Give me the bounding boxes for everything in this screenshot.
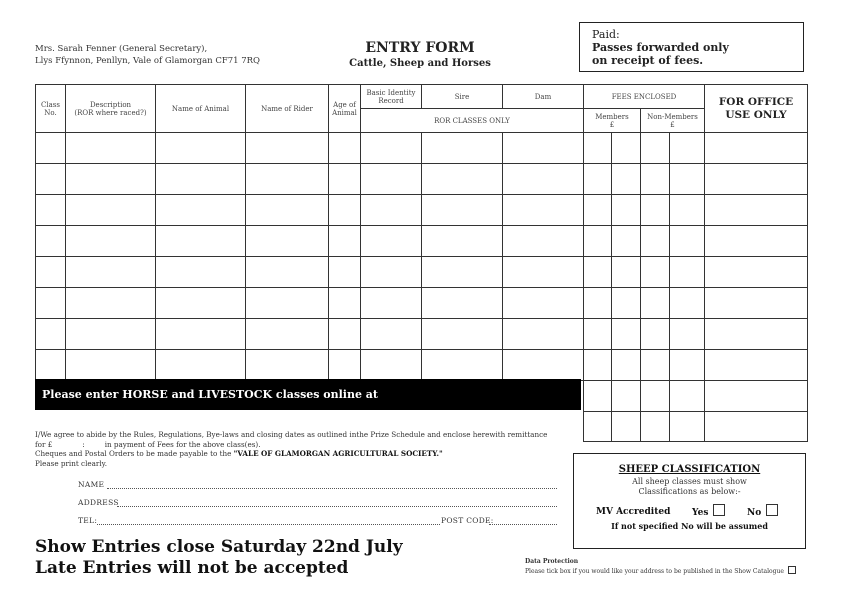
cell-name-of-animal[interactable] (156, 257, 246, 288)
table-row (36, 319, 808, 350)
cell-basic-identity[interactable] (361, 226, 422, 257)
cell-non-members-2[interactable] (670, 381, 705, 412)
data-protection (525, 558, 796, 576)
cell-name-of-animal[interactable] (156, 226, 246, 257)
cell-non-members-1[interactable] (641, 381, 670, 412)
data-protection-text: Please tick box if you would like your address to be published in the Show Catalogue (525, 566, 796, 576)
declaration-line-4: Please print clearly. (35, 458, 108, 468)
cell-non-members-2[interactable] (670, 226, 705, 257)
header-sire: Sire (422, 85, 503, 109)
paid-line-1: Passes forwarded only (592, 41, 729, 54)
cell-description[interactable] (66, 257, 156, 288)
cell-name-of-animal[interactable] (156, 195, 246, 226)
cell-age[interactable] (329, 319, 361, 350)
cell-name-of-animal[interactable] (156, 350, 246, 381)
cell-age[interactable] (329, 195, 361, 226)
header-name-of-rider: Name of Rider (246, 85, 329, 133)
cell-sire[interactable] (422, 226, 503, 257)
cell-office (705, 381, 808, 412)
header-name-of-animal: Name of Animal (156, 85, 246, 133)
cell-office (705, 412, 808, 442)
cell-sire[interactable] (422, 257, 503, 288)
cell-non-members-1[interactable] (641, 133, 670, 164)
form-title-block (330, 40, 510, 69)
cell-non-members-2[interactable] (670, 164, 705, 195)
cell-sire[interactable] (422, 195, 503, 226)
cell-office (705, 288, 808, 319)
paid-box (579, 22, 804, 72)
cell-age[interactable] (329, 164, 361, 195)
mv-accredited-row (574, 502, 805, 520)
cell-description[interactable] (66, 319, 156, 350)
sheep-heading: SHEEP CLASSIFICATION (618, 464, 761, 475)
form-title: ENTRY FORM (365, 40, 475, 56)
cell-class-no[interactable] (36, 226, 66, 257)
name-label: NAME (78, 480, 105, 489)
sheep-note: If not specified No will be assumed (611, 521, 768, 531)
cell-office (705, 164, 808, 195)
table-row (36, 164, 808, 195)
cell-description[interactable] (66, 164, 156, 195)
header-dam: Dam (503, 85, 584, 109)
secretary-line-2: Llys Ffynnon, Penllyn, Vale of Glamorgan CF71 7RQ (35, 56, 261, 66)
cell-non-members-2[interactable] (670, 350, 705, 381)
cell-name-of-rider[interactable] (246, 133, 329, 164)
post-code-field[interactable] (489, 524, 557, 525)
cell-non-members-total-1[interactable] (641, 412, 670, 442)
cell-office (705, 319, 808, 350)
paid-label: Paid: (592, 28, 620, 41)
tel-label: TEL: (78, 516, 98, 525)
paid-line-2: on receipt of fees. (592, 54, 704, 67)
header-basic-identity: Basic Identity Record (361, 85, 422, 109)
declaration-line-3: Cheques and Postal Orders to be made payable to the "VALE OF GLAMORGAN AGRICULTURAL SOCIETY." (35, 449, 443, 458)
cell-non-members-2[interactable] (670, 319, 705, 350)
address-label: ADDRESS (78, 498, 119, 507)
cell-sire[interactable] (422, 319, 503, 350)
cell-office (705, 257, 808, 288)
cell-members-1[interactable] (584, 226, 612, 257)
cell-dam[interactable] (503, 350, 584, 381)
cell-office (705, 350, 808, 381)
cell-members-2[interactable] (612, 381, 641, 412)
address-field[interactable] (117, 506, 557, 507)
cell-office (705, 133, 808, 164)
cell-non-members-2[interactable] (670, 257, 705, 288)
cell-age[interactable] (329, 226, 361, 257)
cell-non-members-2[interactable] (670, 133, 705, 164)
cell-description[interactable] (66, 133, 156, 164)
cell-class-no[interactable] (36, 257, 66, 288)
cell-sire[interactable] (422, 164, 503, 195)
table-row (36, 350, 808, 381)
cell-age[interactable] (329, 257, 361, 288)
cell-basic-identity[interactable] (361, 164, 422, 195)
cell-class-no[interactable] (36, 350, 66, 381)
secretary-line-1: Mrs. Sarah Fenner (General Secretary), (35, 44, 208, 54)
data-protection-title: Data Protection (525, 558, 579, 565)
cell-members-2[interactable] (612, 319, 641, 350)
header-description: Description (ROR where raced?) (66, 85, 156, 133)
yes-option: Yes (692, 504, 725, 518)
cell-age[interactable] (329, 133, 361, 164)
cell-description[interactable] (66, 350, 156, 381)
cell-dam[interactable] (503, 226, 584, 257)
header-fees-enclosed: FEES ENCLOSED (584, 85, 705, 109)
cell-non-members-2[interactable] (670, 288, 705, 319)
cell-members-1[interactable] (584, 164, 612, 195)
cell-non-members-1[interactable] (641, 350, 670, 381)
cell-name-of-rider[interactable] (246, 350, 329, 381)
cell-age[interactable] (329, 350, 361, 381)
header-non-members: Non-Members £ (641, 109, 705, 133)
cell-sire[interactable] (422, 133, 503, 164)
declaration-line-2: for £ : in payment of Fees for the above class(es). (35, 439, 261, 449)
cell-members-1[interactable] (584, 257, 612, 288)
cell-non-members-1[interactable] (641, 257, 670, 288)
cell-age[interactable] (329, 288, 361, 319)
cell-office (705, 226, 808, 257)
header-ror-only: ROR CLASSES ONLY (361, 109, 584, 133)
online-entry-banner: Please enter HORSE and LIVESTOCK classes online at www.valeofglamorganshow.co.uk (35, 379, 581, 410)
cell-basic-identity[interactable] (361, 288, 422, 319)
publish-address-checkbox[interactable] (788, 566, 796, 574)
cell-members-2[interactable] (612, 195, 641, 226)
cell-non-members-1[interactable] (641, 226, 670, 257)
cell-description[interactable] (66, 195, 156, 226)
cell-non-members-1[interactable] (641, 319, 670, 350)
no-checkbox[interactable] (766, 504, 778, 516)
cell-name-of-rider[interactable] (246, 257, 329, 288)
cell-dam[interactable] (503, 257, 584, 288)
cell-name-of-animal[interactable] (156, 288, 246, 319)
cell-members-1[interactable] (584, 350, 612, 381)
yes-checkbox[interactable] (713, 504, 725, 516)
cell-basic-identity[interactable] (361, 319, 422, 350)
cell-class-no[interactable] (36, 164, 66, 195)
cell-members-total-1[interactable] (584, 412, 612, 442)
cell-name-of-rider[interactable] (246, 288, 329, 319)
table-row (36, 226, 808, 257)
tel-field[interactable] (97, 524, 440, 525)
cell-dam[interactable] (503, 319, 584, 350)
cell-basic-identity[interactable] (361, 133, 422, 164)
cell-members-1[interactable] (584, 381, 612, 412)
cell-class-no[interactable] (36, 133, 66, 164)
cell-sire[interactable] (422, 288, 503, 319)
cell-dam[interactable] (503, 164, 584, 195)
cell-basic-identity[interactable] (361, 257, 422, 288)
cell-members-2[interactable] (612, 288, 641, 319)
cell-dam[interactable] (503, 195, 584, 226)
cell-members-1[interactable] (584, 133, 612, 164)
cell-non-members-1[interactable] (641, 195, 670, 226)
cell-class-no[interactable] (36, 288, 66, 319)
cell-members-1[interactable] (584, 288, 612, 319)
cell-name-of-rider[interactable] (246, 226, 329, 257)
name-field[interactable] (107, 488, 557, 489)
cell-description[interactable] (66, 226, 156, 257)
header-age-of-animal: Age of Animal (329, 85, 361, 133)
cell-name-of-animal[interactable] (156, 164, 246, 195)
cell-basic-identity[interactable] (361, 195, 422, 226)
cell-dam[interactable] (503, 288, 584, 319)
no-option: No (747, 504, 778, 518)
cell-members-2[interactable] (612, 133, 641, 164)
cell-name-of-rider[interactable] (246, 164, 329, 195)
cell-members-1[interactable] (584, 319, 612, 350)
cell-non-members-total-2[interactable] (670, 412, 705, 442)
cell-dam[interactable] (503, 133, 584, 164)
table-row (36, 133, 808, 164)
cell-members-1[interactable] (584, 195, 612, 226)
table-row (36, 257, 808, 288)
sheep-subtext: All sheep classes must show Classifications as below:- (632, 477, 747, 496)
cell-office (705, 195, 808, 226)
cell-members-total-2[interactable] (612, 412, 641, 442)
cell-class-no[interactable] (36, 319, 66, 350)
header-office-use: FOR OFFICE USE ONLY (705, 85, 808, 133)
cell-members-2[interactable] (612, 164, 641, 195)
table-row (36, 288, 808, 319)
cell-name-of-rider[interactable] (246, 319, 329, 350)
cell-members-2[interactable] (612, 257, 641, 288)
cell-name-of-animal[interactable] (156, 133, 246, 164)
cell-non-members-2[interactable] (670, 195, 705, 226)
cell-name-of-animal[interactable] (156, 319, 246, 350)
closing-notice (35, 537, 403, 579)
form-subtitle: Cattle, Sheep and Horses (349, 58, 491, 69)
header-class-no: Class No. (36, 85, 66, 133)
cell-sire[interactable] (422, 350, 503, 381)
closing-line-2: Late Entries will not be accepted (35, 558, 349, 578)
cell-class-no[interactable] (36, 195, 66, 226)
closing-line-1: Show Entries close Saturday 22nd July (35, 537, 403, 557)
cell-basic-identity[interactable] (361, 350, 422, 381)
secretary-address (35, 43, 260, 67)
declaration-line-1: I/We agree to abide by the Rules, Regulations, Bye-laws and closing dates as outlined inthe Prize Schedule and enclose herewith remittance (35, 430, 548, 439)
sheep-classification-box (573, 453, 806, 549)
cell-non-members-1[interactable] (641, 288, 670, 319)
declaration (35, 430, 575, 468)
header-members: Members £ (584, 109, 641, 133)
cell-name-of-rider[interactable] (246, 195, 329, 226)
post-code-label: POST CODE: (441, 516, 494, 525)
cell-description[interactable] (66, 288, 156, 319)
cell-members-2[interactable] (612, 226, 641, 257)
mv-accredited-label: MV Accredited (596, 507, 671, 517)
table-row (36, 195, 808, 226)
cell-members-2[interactable] (612, 350, 641, 381)
cell-non-members-1[interactable] (641, 164, 670, 195)
